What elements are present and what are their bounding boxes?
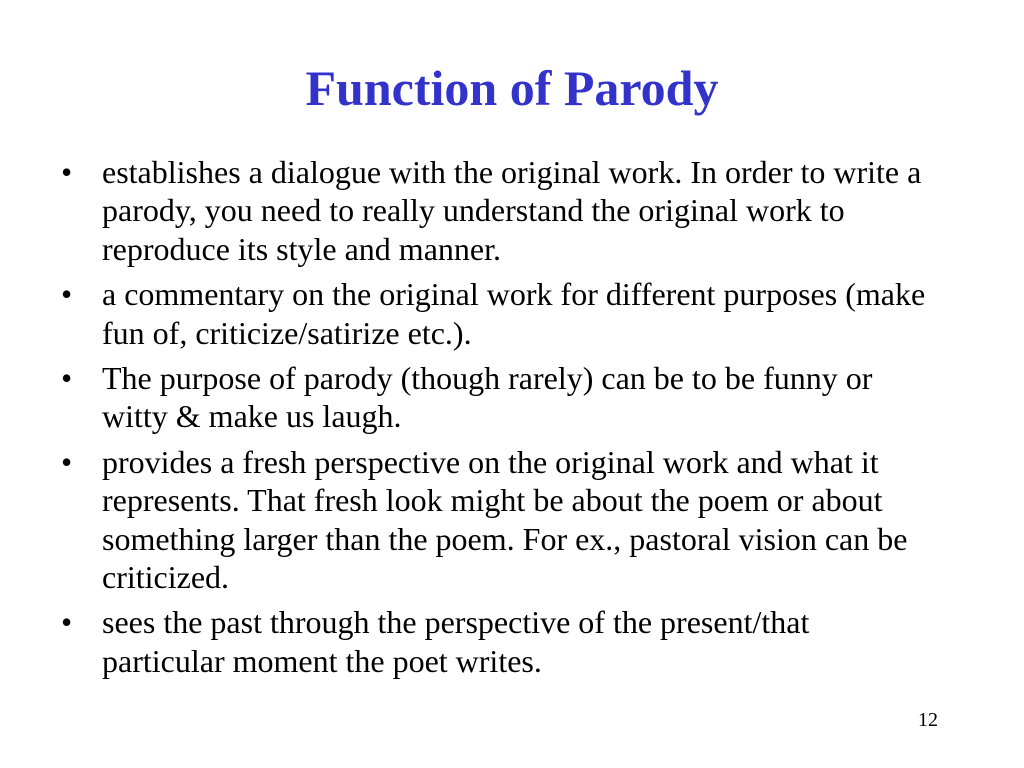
bullet-text: sees the past through the perspective of the present/that particular moment the poet writes. (102, 604, 810, 679)
bullet-dot-icon: • (61, 443, 73, 480)
bullet-dot-icon: • (61, 154, 73, 190)
bullet-text: establishes a dialogue with the original work. In order to write a parody, you need to really understand the original work to reproduce its style and manner. (102, 154, 922, 267)
bullet-item (60, 153, 930, 268)
bullet-list (60, 153, 930, 687)
bullet-item (60, 443, 930, 597)
bullet-dot-icon: • (61, 360, 73, 397)
bullet-dot-icon: • (61, 276, 73, 313)
bullet-text: a commentary on the original work for different purposes (make fun of, criticize/satirize etc.). (102, 276, 926, 351)
bullet-item (60, 603, 930, 680)
bullet-item (60, 359, 930, 436)
bullet-dot-icon: • (61, 604, 73, 641)
bullet-text: The purpose of parody (though rarely) can be to be funny or witty & make us laugh. (102, 360, 873, 435)
bullet-item (60, 275, 930, 352)
slide-title: Function of Parody (305, 60, 719, 116)
page-number: 12 (918, 709, 938, 731)
bullet-text: provides a fresh perspective on the original work and what it represents. That fresh look might be about the poem or about something larger than the poem. For ex., pastoral vision can be criticized. (102, 443, 908, 596)
